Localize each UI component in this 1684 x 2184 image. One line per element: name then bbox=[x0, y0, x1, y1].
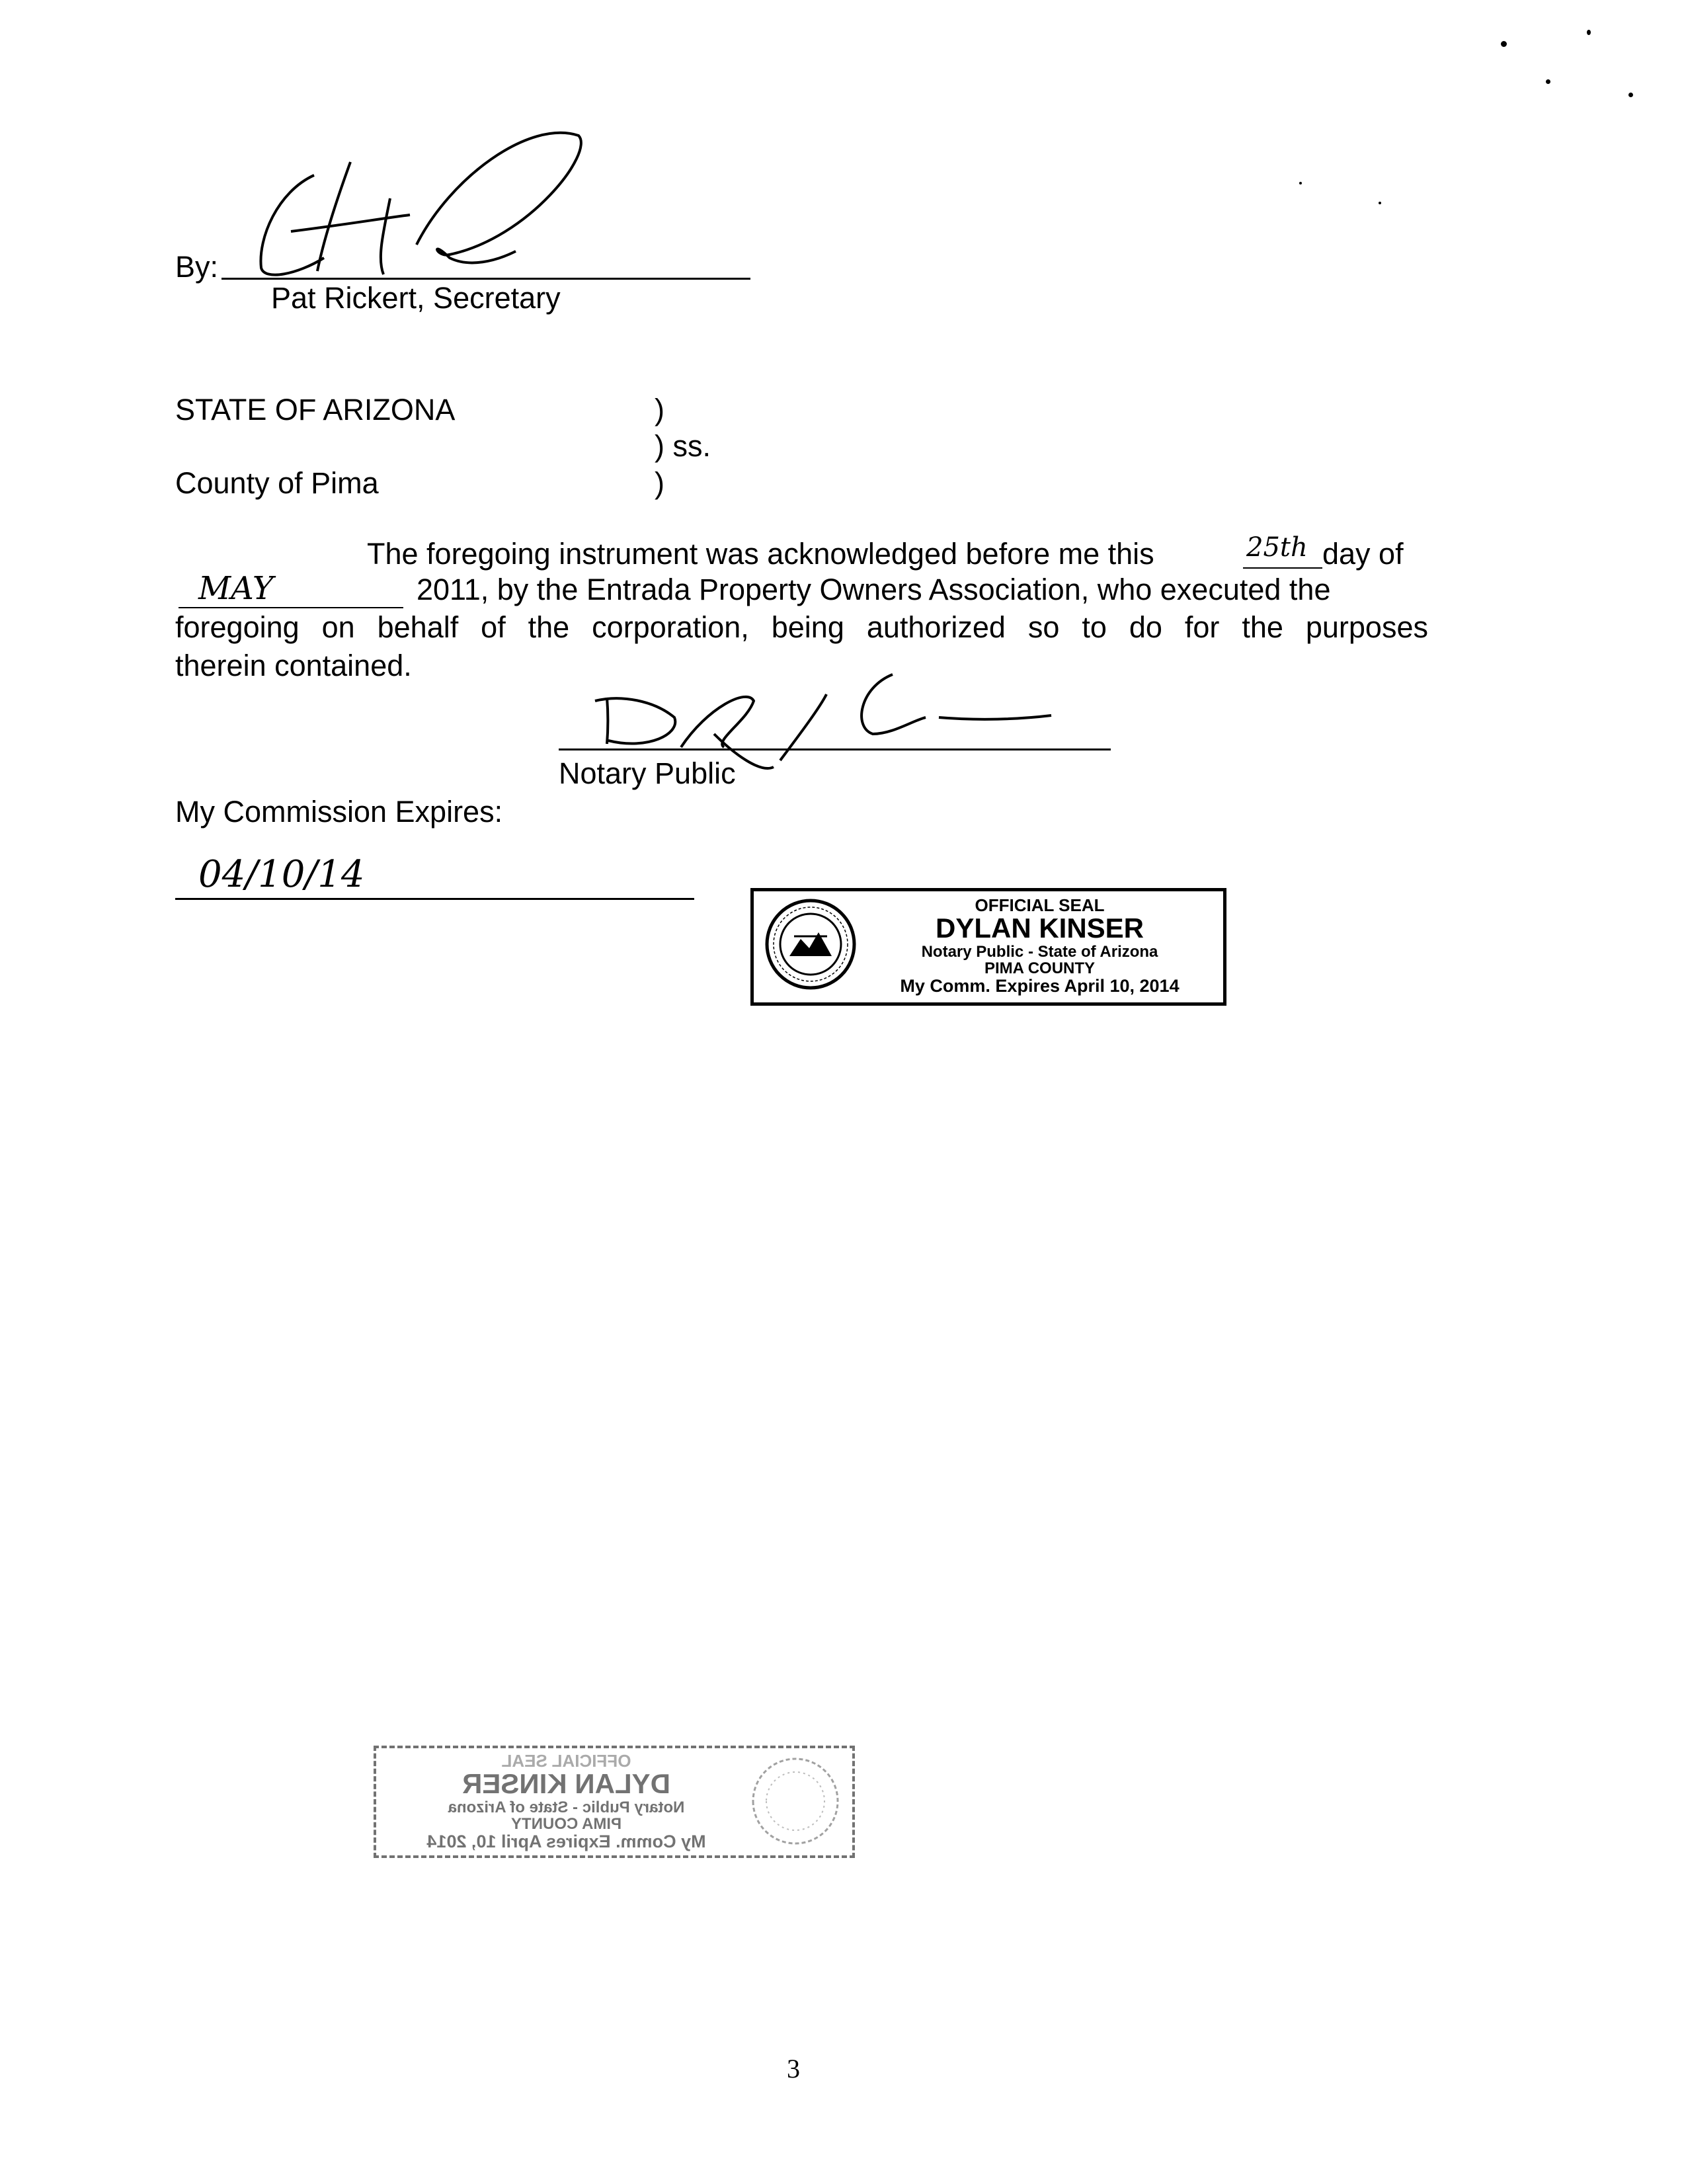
ack-line-4: therein contained. bbox=[175, 649, 412, 682]
seal-heading: OFFICIAL SEAL bbox=[975, 895, 1105, 915]
ack-day-handwritten: 25th bbox=[1246, 532, 1308, 563]
signer-name-title: Pat Rickert, Secretary bbox=[271, 281, 561, 315]
seal-notary-title: Notary Public - State of Arizona bbox=[448, 1799, 685, 1816]
scan-speck bbox=[1587, 30, 1591, 35]
commission-date-line bbox=[175, 898, 694, 900]
great-seal-emblem bbox=[764, 898, 857, 991]
seal-expiry: My Comm. Expires April 10, 2014 bbox=[900, 976, 1180, 996]
seal-notary-name: DYLAN KINSER bbox=[935, 912, 1144, 944]
ack-day-blank bbox=[1243, 567, 1322, 569]
notary-label: Notary Public bbox=[559, 756, 736, 790]
seal-expiry: My Comm. Expires April 10, 2014 bbox=[426, 1832, 706, 1851]
commission-label: My Commission Expires: bbox=[175, 795, 503, 829]
seal-notary-title: Notary Public - State of Arizona bbox=[921, 943, 1158, 961]
ack-line-3: foregoing on behalf of the corporation, being authorized so to do for the purposes bbox=[175, 610, 1428, 644]
notary-signature-line bbox=[559, 748, 1111, 750]
official-seal-stamp bbox=[750, 888, 1226, 1006]
ack-line-1-end: day of bbox=[1322, 537, 1404, 571]
venue-state: STATE OF ARIZONA bbox=[175, 393, 456, 426]
secretary-signature bbox=[251, 126, 595, 284]
seal-county: PIMA COUNTY bbox=[510, 1815, 622, 1833]
venue-ss: ) ss. bbox=[655, 429, 711, 463]
ack-line-2-text: 2011, by the Entrada Property Owners Association, who executed the bbox=[417, 573, 1331, 606]
ack-month-handwritten: MAY bbox=[198, 570, 274, 607]
by-label: By: bbox=[175, 250, 219, 284]
scan-speck bbox=[1501, 41, 1507, 47]
venue-county: County of Pima bbox=[175, 466, 379, 500]
seal-heading: OFFICIAL SEAL bbox=[501, 1751, 631, 1771]
ack-line-1-text: The foregoing instrument was acknowledged before me this bbox=[367, 537, 1154, 571]
great-seal-emblem bbox=[749, 1755, 842, 1847]
seal-county: PIMA COUNTY bbox=[984, 959, 1096, 977]
scan-speck bbox=[1379, 202, 1381, 204]
seal-bleed-through bbox=[374, 1746, 855, 1858]
venue-paren: ) bbox=[655, 466, 664, 500]
scan-speck bbox=[1628, 93, 1633, 97]
seal-notary-name: DYLAN KINSER bbox=[461, 1768, 671, 1799]
page-number: 3 bbox=[787, 2054, 800, 2083]
commission-date-handwritten: 04/10/14 bbox=[198, 853, 365, 896]
venue-paren: ) bbox=[655, 393, 664, 426]
scan-speck bbox=[1299, 182, 1302, 184]
scan-speck bbox=[1546, 79, 1550, 84]
